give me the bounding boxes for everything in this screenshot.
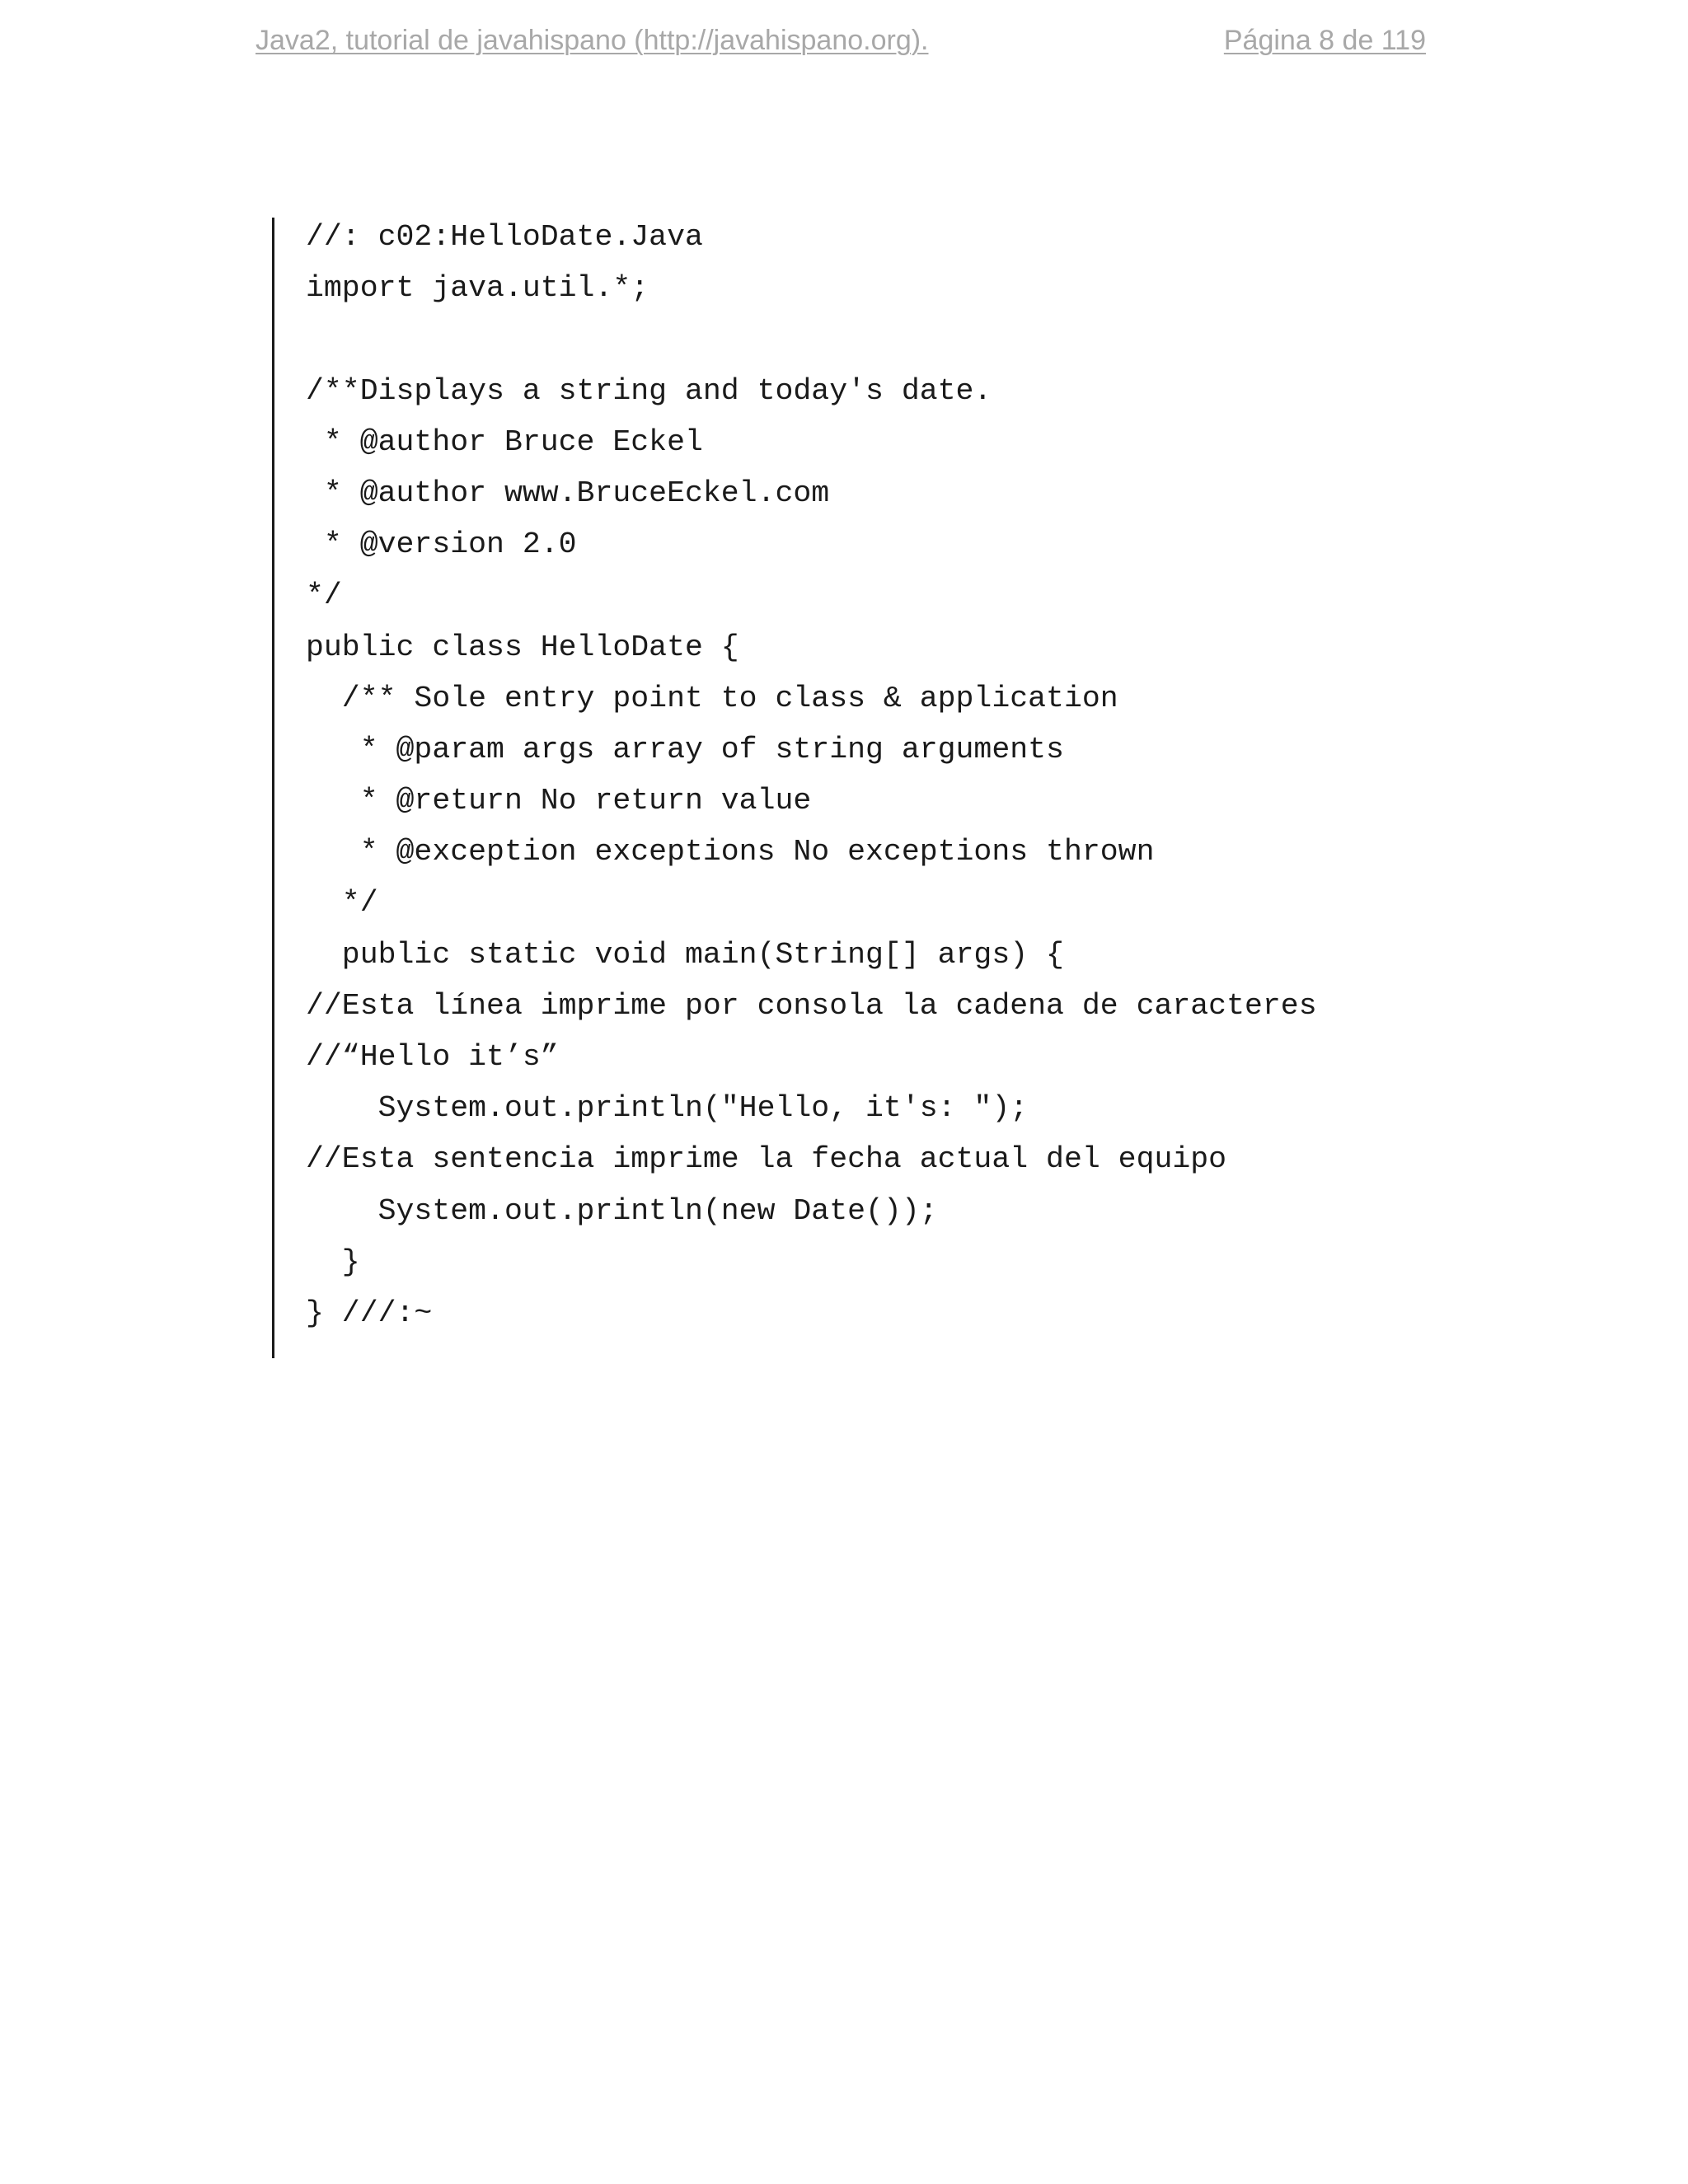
code-line: System.out.println("Hello, it's: "); [306,1091,1029,1126]
code-line: /**Displays a string and today's date. [306,373,992,408]
code-line: public class HelloDate { [306,630,739,664]
code-line: //Esta sentencia imprime la fecha actual del equipo [306,1142,1227,1177]
code-line: */ [306,886,378,921]
page-header [256,25,1426,66]
code-line: * @param args array of string arguments [306,732,1064,766]
code-listing [272,218,1428,1358]
page-number-link[interactable]: Página 8 de 119 [1223,25,1426,56]
code-line: //: c02:HelloDate.Java [306,220,703,254]
code-line: */ [306,579,342,613]
code-line: /** Sole entry point to class & application [306,681,1118,715]
code-lines [306,218,1317,1345]
header-title-link[interactable]: Java2, tutorial de javahispano (http://javahispano.org). [256,25,929,56]
code-line [306,320,1317,371]
code-line: * @exception exceptions No exceptions thrown [306,835,1155,869]
code-line: * @author www.BruceEckel.com [306,476,830,510]
code-line: * @version 2.0 [306,527,577,562]
code-line: } [306,1244,360,1279]
code-line: * @return No return value [306,784,812,818]
code-line: //“Hello it’s” [306,1040,559,1074]
code-line: * @author Bruce Eckel [306,424,703,459]
code-line: import java.util.*; [306,271,649,306]
code-line: public static void main(String[] args) { [306,937,1064,972]
code-line: } ///:~ [306,1296,433,1330]
code-line: //Esta línea imprime por consola la cadena de caracteres [306,988,1317,1023]
code-line: System.out.println(new Date()); [306,1193,938,1228]
